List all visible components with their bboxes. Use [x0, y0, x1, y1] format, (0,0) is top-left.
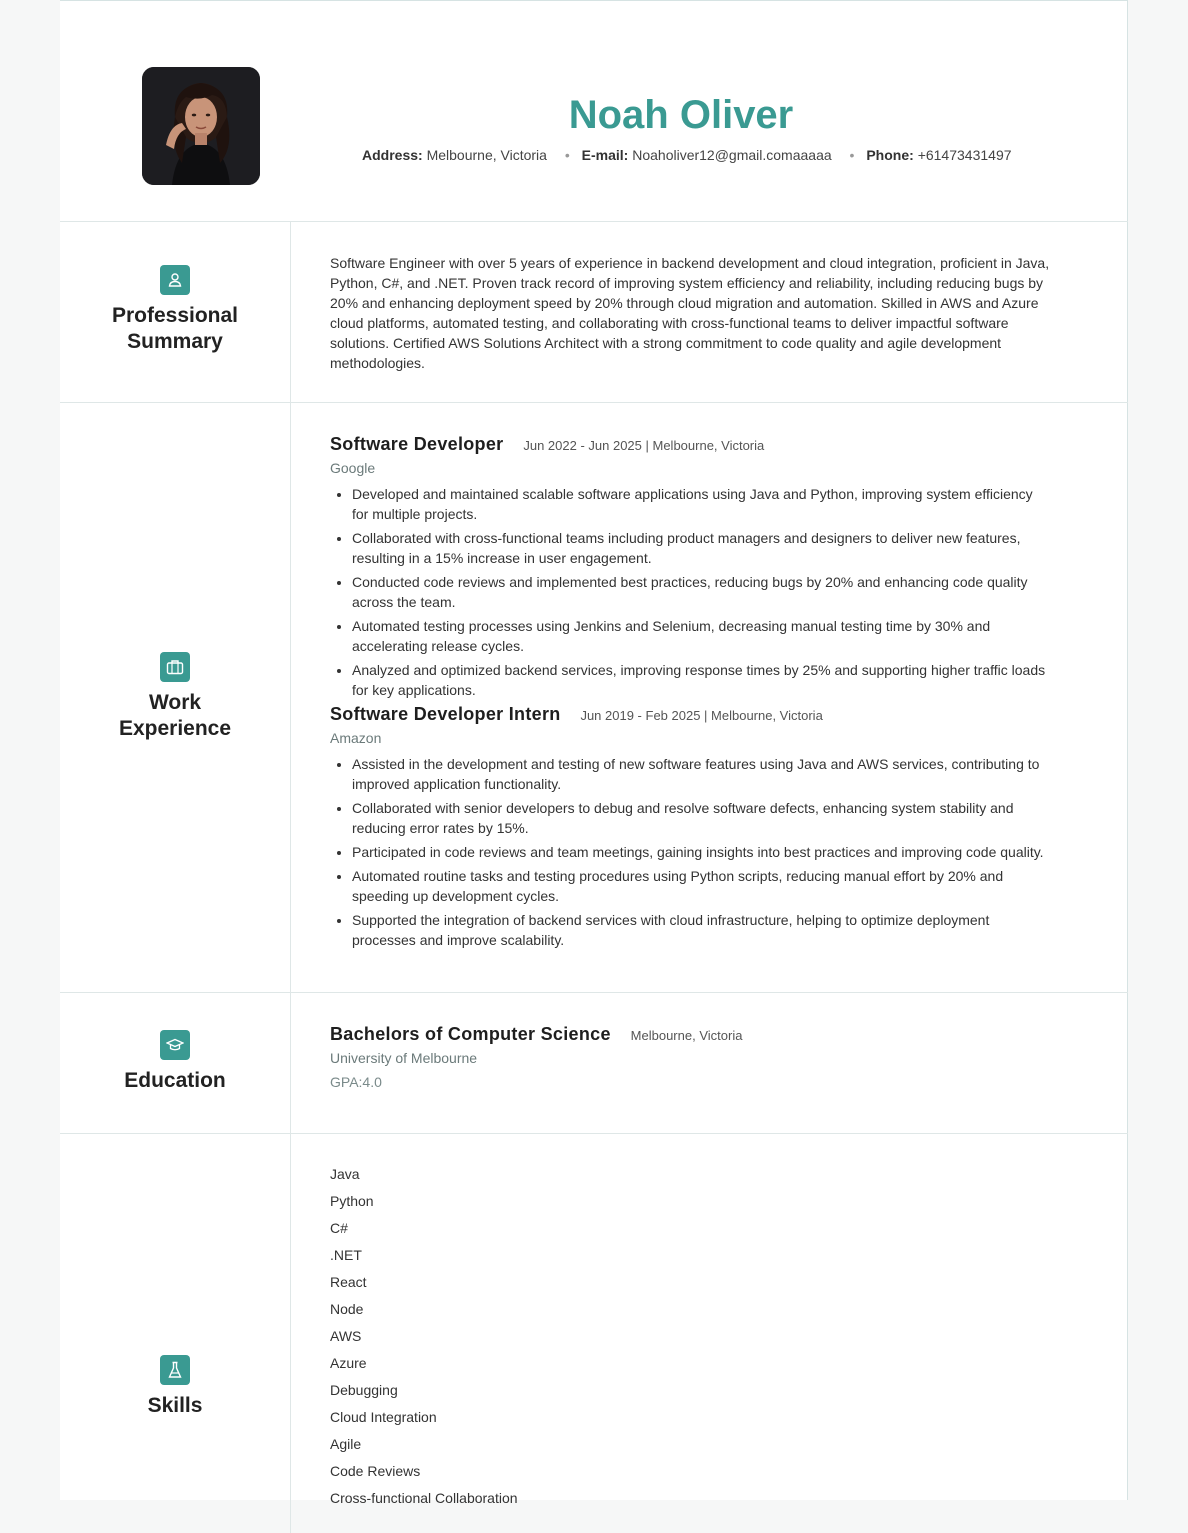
separator-dot: •: [564, 147, 570, 163]
school-name: University of Melbourne: [330, 1050, 478, 1066]
separator-dot: •: [849, 147, 855, 163]
job-bullets: [330, 754, 1050, 950]
experience-title: Work Experience: [118, 691, 232, 740]
summary-text: Software Engineer with over 5 years of experience in backend development and cloud integration, proficient in Java, Python, C#, and .NET. Proven track record of improving system efficiency and reliability, including reducing bugs by 20% and enhancing deployment speed by 20% through cloud migration and automation. Skilled in AWS and Azure cloud platforms, automated testing, and collaborating with cross-functional teams to deliver impactful software solutions. Certified AWS Solutions Architect with a strong commitment to code quality and agile development methodologies.: [330, 255, 1050, 371]
flask-icon: [160, 1355, 190, 1385]
job-company: Google: [330, 460, 376, 476]
skills-title: Skills: [147, 1394, 203, 1417]
address-value: Melbourne, Victoria: [426, 147, 547, 163]
skill-item: Azure: [330, 1355, 367, 1371]
education-content: [330, 1024, 1050, 1092]
address-label: Address:: [362, 147, 423, 163]
job-heading: [330, 434, 1050, 456]
job-bullet: • Collaborated with cross-functional teams including product managers and designers to deliver new features, resulting in a 15% increase in user engagement.: [352, 528, 1050, 568]
phone-label: Phone:: [866, 147, 914, 163]
skill-item: Cross-functional Collaboration: [330, 1490, 518, 1506]
job-heading: [330, 704, 1050, 726]
skill-item: Cloud Integration: [330, 1409, 437, 1425]
degree-location: Melbourne, Victoria: [630, 1028, 743, 1043]
skill-item: C#: [330, 1220, 348, 1236]
candidate-name: Noah Oliver: [568, 93, 794, 137]
gpa-value: GPA:4.0: [330, 1074, 382, 1090]
education-section: [60, 992, 1128, 1134]
job-bullet: • Collaborated with senior developers to debug and resolve software defects, enhancing system stability and reducing error rates by 15%.: [352, 798, 1050, 838]
job-bullet: • Assisted in the development and testing of new software features using Java and AWS services, contributing to improved application functionality.: [352, 754, 1050, 794]
skill-item: Code Reviews: [330, 1463, 421, 1479]
degree-title: Bachelors of Computer Science: [330, 1024, 611, 1044]
job-bullet: • Automated testing processes using Jenkins and Selenium, decreasing manual testing time by 30% and accelerating release cycles.: [352, 616, 1050, 656]
email-label: E-mail:: [581, 147, 629, 163]
job-title: Software Developer: [330, 434, 504, 454]
job-bullet: • Participated in code reviews and team meetings, gaining insights into best practices and improving code quality.: [352, 842, 1050, 862]
summary-section: [60, 221, 1128, 403]
job-entry: [330, 434, 1050, 700]
resume-page: [60, 0, 1128, 1506]
job-company: Amazon: [330, 730, 382, 746]
summary-title: Professional Summary: [111, 304, 239, 353]
skill-item: Node: [330, 1301, 364, 1317]
skill-item: AWS: [330, 1328, 362, 1344]
job-meta: Jun 2022 - Jun 2025 | Melbourne, Victoria: [523, 438, 765, 453]
skill-item: Debugging: [330, 1382, 398, 1398]
resume-header: [60, 1, 1128, 222]
contact-line: [362, 147, 1012, 163]
skills-list: [330, 1161, 1050, 1512]
skills-sidebar: [90, 1133, 291, 1533]
experience-section: [60, 402, 1128, 993]
degree-heading: [330, 1024, 1050, 1046]
job-meta: Jun 2019 - Feb 2025 | Melbourne, Victoria: [580, 708, 823, 723]
email-value[interactable]: Noaholiver12@gmail.comaaaaa: [632, 147, 832, 163]
job-entry: [330, 704, 1050, 950]
job-bullets: [330, 484, 1050, 700]
job-title: Software Developer Intern: [330, 704, 561, 724]
skill-item: Java: [330, 1166, 360, 1182]
summary-sidebar: [90, 221, 291, 402]
education-title: Education: [124, 1069, 226, 1092]
briefcase-icon: [160, 652, 190, 682]
job-bullet: • Conducted code reviews and implemented best practices, reducing bugs by 20% and enhancing code quality across the team.: [352, 572, 1050, 612]
skill-item: .NET: [330, 1247, 362, 1263]
job-bullet: • Developed and maintained scalable software applications using Java and Python, improving system efficiency for multiple projects.: [352, 484, 1050, 524]
job-bullet: • Analyzed and optimized backend services, improving response times by 25% and supporting higher traffic loads for key applications.: [352, 660, 1050, 700]
skills-section: [60, 1133, 1128, 1533]
graduation-cap-icon: [160, 1030, 190, 1060]
skill-item: Python: [330, 1193, 374, 1209]
phone-value[interactable]: +61473431497: [917, 147, 1012, 163]
education-sidebar: [90, 992, 291, 1133]
job-bullet: • Supported the integration of backend services with cloud infrastructure, helping to optimize deployment processes and improve scalability.: [352, 910, 1050, 950]
experience-sidebar: [90, 402, 291, 992]
user-icon: [160, 265, 190, 295]
experience-content: [330, 434, 1050, 954]
skill-item: Agile: [330, 1436, 362, 1452]
skill-item: React: [330, 1274, 367, 1290]
job-bullet: • Automated routine tasks and testing procedures using Python scripts, reducing manual effort by 20% and speeding up development cycles.: [352, 866, 1050, 906]
